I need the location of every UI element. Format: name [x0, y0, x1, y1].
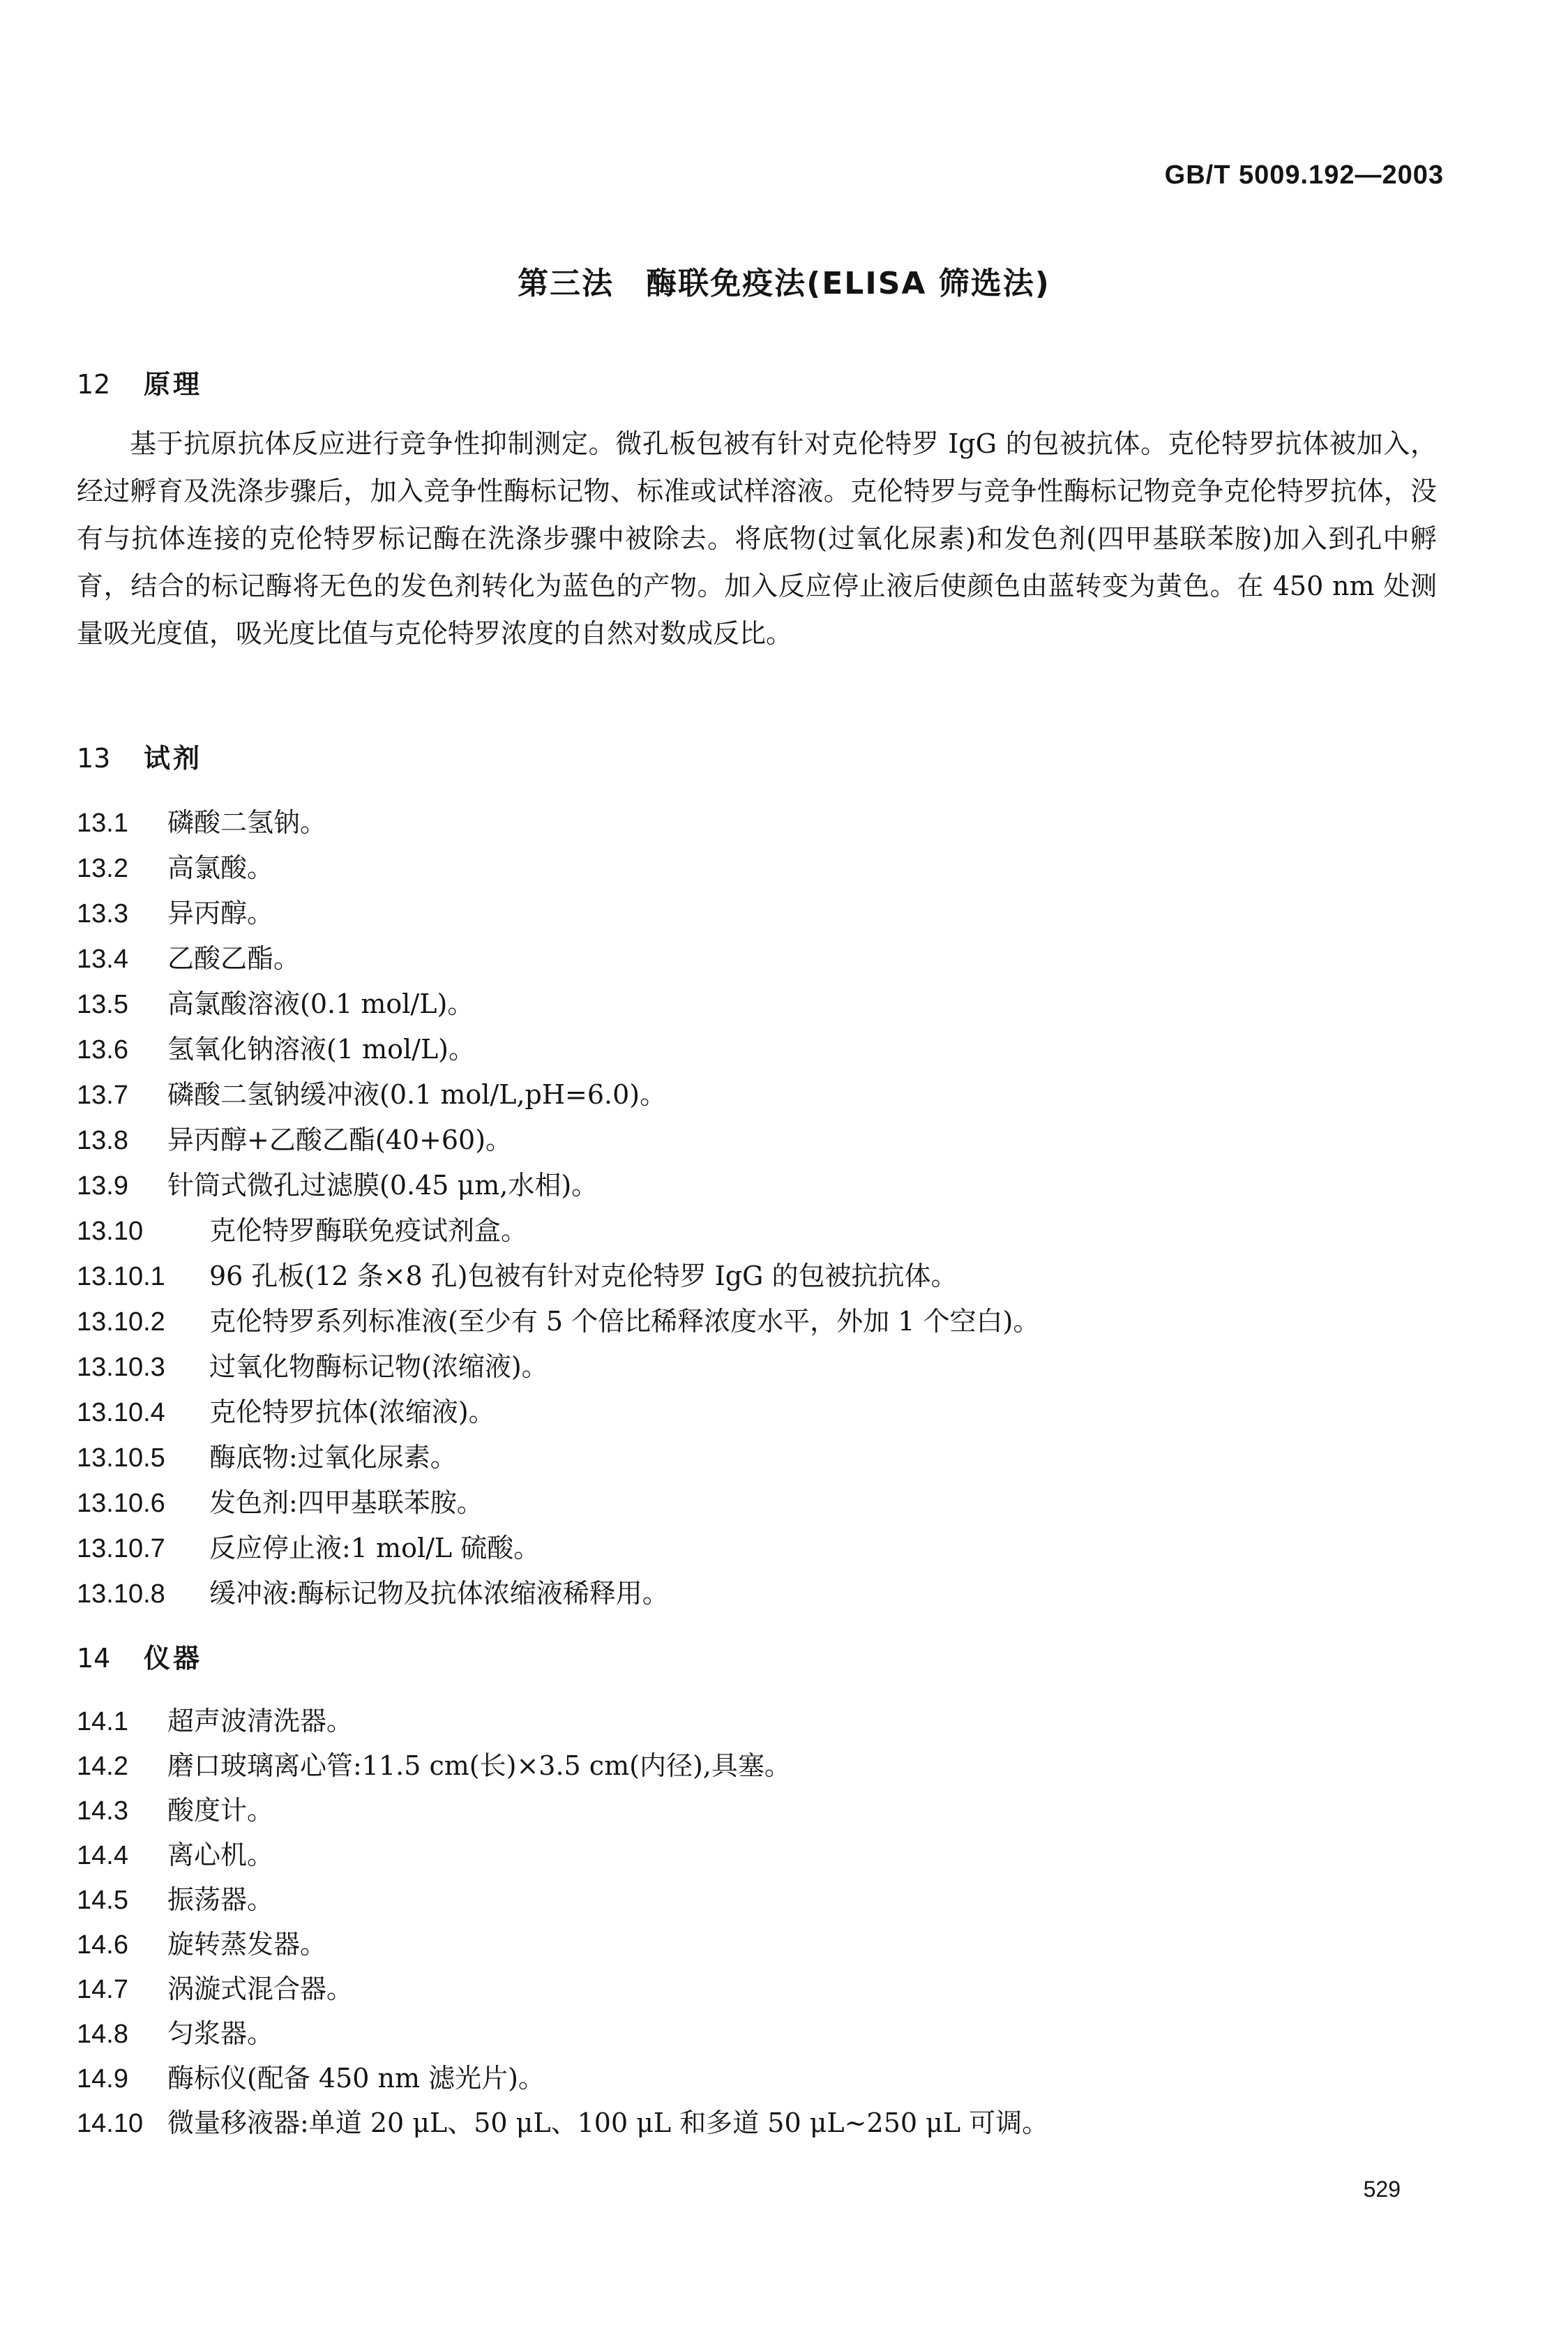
reagent-item: 13.10.3 过氧化物酶标记物(浓缩液)。 — [77, 1351, 548, 1382]
instrument-item: 14.7 涡漩式混合器。 — [77, 1974, 354, 2004]
reagent-item: 13.10.1 96 孔板(12 条×8 孔)包被有针对克伦特罗 IgG 的包被抗抗体。 — [77, 1261, 958, 1291]
instrument-item: 14.5 振荡器。 — [77, 1884, 274, 1915]
reagent-item: 13.10.4 克伦特罗抗体(浓缩液)。 — [77, 1397, 495, 1427]
reagent-item: 13.10.2 克伦特罗系列标准液(至少有 5 个倍比稀释浓度水平，外加 1 个空白)。 — [77, 1306, 1040, 1337]
instrument-item: 14.6 旋转蒸发器。 — [77, 1929, 327, 1960]
section-heading-principle — [77, 363, 202, 401]
reagent-item: 13.3 异丙醇。 — [77, 898, 274, 929]
instrument-item: 14.10 微量移液器:单道 20 μL、50 μL、100 μL 和多道 50 μL~250 μL 可调。 — [77, 2108, 1049, 2138]
section-title: 原理 — [144, 369, 203, 400]
reagent-item: 13.10.6 发色剂:四甲基联苯胺。 — [77, 1487, 483, 1518]
reagent-item: 13.7 磷酸二氢钠缓冲液(0.1 mol/L,pH=6.0)。 — [77, 1079, 667, 1110]
reagent-item: 13.9 针筒式微孔过滤膜(0.45 μm,水相)。 — [77, 1170, 598, 1201]
reagent-item: 13.10.7 反应停止液:1 mol/L 硫酸。 — [77, 1533, 541, 1563]
instrument-item: 14.9 酶标仪(配备 450 nm 滤光片)。 — [77, 2063, 545, 2094]
reagent-item: 13.4 乙酸乙酯。 — [77, 943, 301, 974]
section-number: 12 — [77, 369, 111, 400]
principle-paragraph: 基于抗原抗体反应进行竞争性抑制测定。微孔板包被有针对克伦特罗 IgG 的包被抗体。克伦特罗抗体被加入，经过孵育及洗涤步骤后，加入竞争性酶标记物、标准或试样溶液。克伦特罗与竞争性酶标记物竞争克伦特罗抗体，没有与抗体连接的克伦特罗标记酶在洗涤步骤中被除去。将底物(过氧化尿素)和发色剂(四甲基联苯胺)加入到孔中孵育，结合的标记酶将无色的发色剂转化为蓝色的产物。加入反应停止液后使颜色由蓝转变为黄色。在 450 nm 处测量吸光度值，吸光度比值与克伦特罗浓度的自然对数成反比。 — [77, 428, 1437, 649]
instrument-item: 14.2 磨口玻璃离心管:11.5 cm(长)×3.5 cm(内径),具塞。 — [77, 1750, 791, 1781]
section-number: 14 — [77, 1643, 111, 1674]
instrument-item: 14.3 酸度计。 — [77, 1795, 274, 1826]
section-heading-reagents — [77, 737, 202, 775]
page-number: 529 — [1363, 2177, 1401, 2202]
reagent-item: 13.2 高氯酸。 — [77, 852, 274, 883]
section-title: 试剂 — [144, 743, 203, 774]
reagent-item: 13.6 氢氧化钠溶液(1 mol/L)。 — [77, 1034, 476, 1065]
reagent-item: 13.10.8 缓冲液:酶标记物及抗体浓缩液稀释用。 — [77, 1578, 669, 1609]
instrument-item: 14.1 超声波清洗器。 — [77, 1706, 354, 1736]
reagent-item: 13.10.5 酶底物:过氧化尿素。 — [77, 1442, 457, 1473]
instrument-item: 14.8 匀浆器。 — [77, 2018, 274, 2049]
reagent-item: 13.5 高氯酸溶液(0.1 mol/L)。 — [77, 989, 474, 1019]
section-title: 仪器 — [144, 1643, 203, 1674]
reagent-item: 13.1 磷酸二氢钠。 — [77, 807, 327, 838]
instrument-item: 14.4 离心机。 — [77, 1840, 274, 1870]
reagent-item: 13.8 异丙醇+乙酸乙酯(40+60)。 — [77, 1125, 513, 1155]
method-title: 第三法 酶联免疫法(ELISA 筛选法) — [518, 266, 1050, 301]
section-number: 13 — [77, 743, 111, 774]
standard-code: GB/T 5009.192—2003 — [1164, 160, 1444, 190]
section-heading-instruments — [77, 1637, 202, 1675]
reagent-item: 13.10 克伦特罗酶联免疫试剂盒。 — [77, 1215, 528, 1246]
